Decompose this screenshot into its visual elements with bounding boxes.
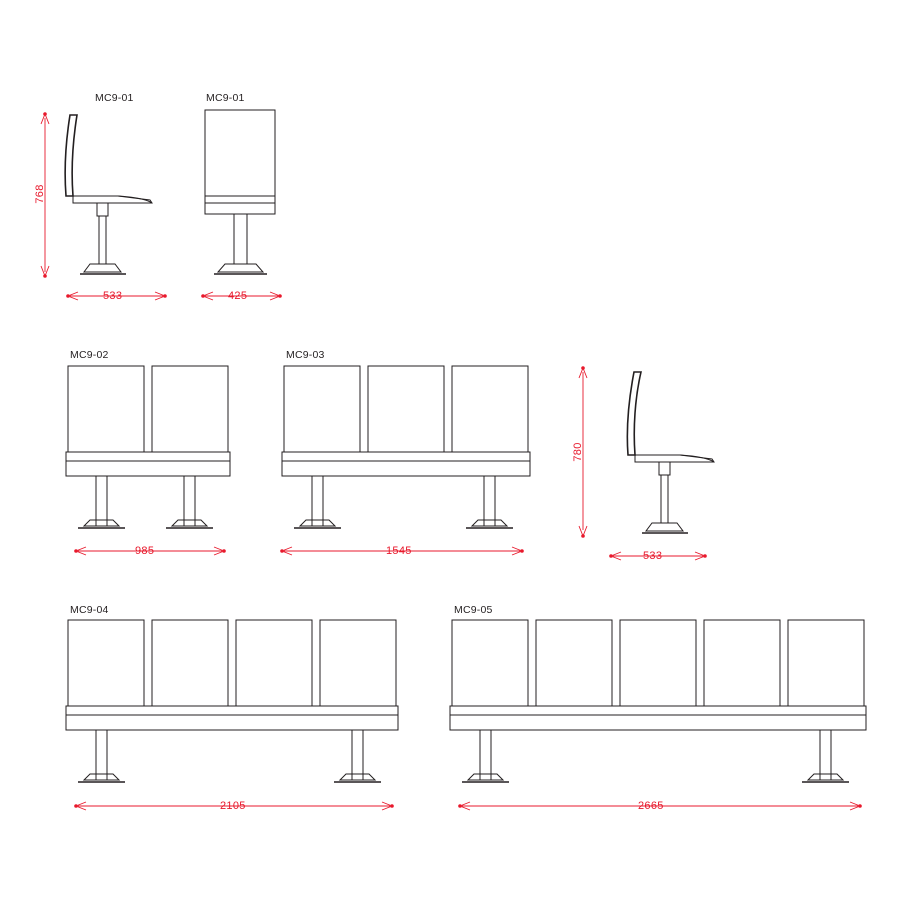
label-mc9-01-side: MC9-01 <box>95 92 134 104</box>
dim-text-780: 780 <box>572 442 584 462</box>
mc9-01-front-view <box>205 110 275 274</box>
mc9-02-front-view <box>66 366 230 528</box>
label-mc9-02: MC9-02 <box>70 349 109 361</box>
label-mc9-01-front: MC9-01 <box>206 92 245 104</box>
label-mc9-05: MC9-05 <box>454 604 493 616</box>
mc9-03-front-view <box>282 366 530 528</box>
dim-text-2665: 2665 <box>638 800 664 812</box>
dim-text-768: 768 <box>34 184 46 204</box>
dim-text-2105: 2105 <box>220 800 246 812</box>
mc9-01-side-view <box>65 115 152 274</box>
mc9-05-front-view <box>450 620 866 782</box>
label-mc9-04: MC9-04 <box>70 604 109 616</box>
label-mc9-03: MC9-03 <box>286 349 325 361</box>
dim-text-985: 985 <box>135 545 155 557</box>
dim-text-425: 425 <box>228 290 248 302</box>
dim-text-533-mid: 533 <box>643 550 663 562</box>
mc9-04-front-view <box>66 620 398 782</box>
side-view-chair-right <box>627 372 714 533</box>
dim-text-1545: 1545 <box>386 545 412 557</box>
dim-text-533-top: 533 <box>103 290 123 302</box>
